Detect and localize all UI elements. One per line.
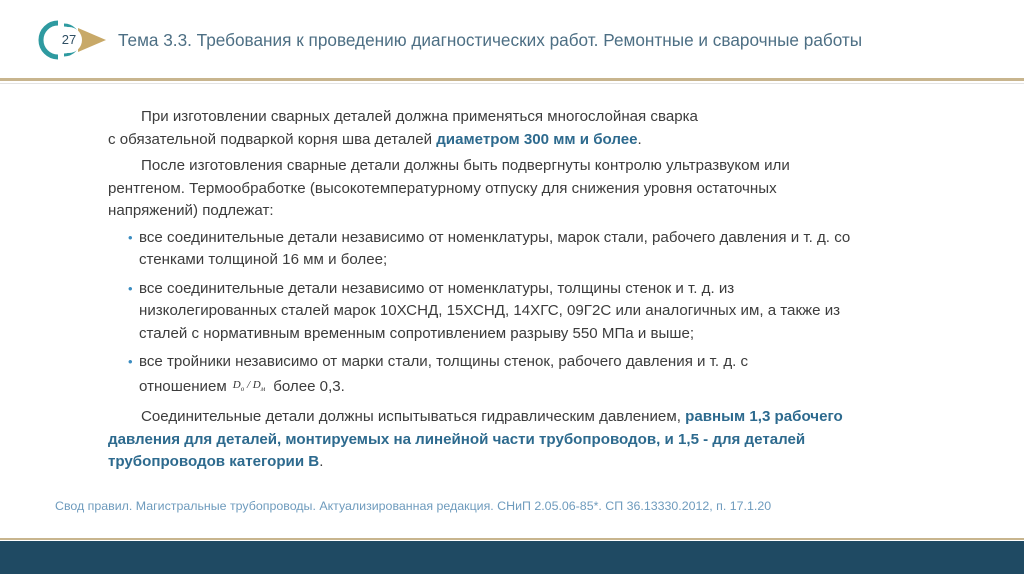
highlight-text: давления для деталей, монтируемых на линейной части трубопроводов, и 1,5 - для деталей <box>108 430 806 448</box>
highlight-text: диаметром 300 мм и более <box>436 130 638 148</box>
text-line <box>108 451 958 474</box>
bullet-icon: • <box>128 280 133 296</box>
ratio-formula <box>233 374 265 401</box>
text-line: все соединительные детали независимо от номенклатуры, марок стали, рабочего давления и т. д. со <box>139 228 851 246</box>
text-line: все соединительные детали независимо от номенклатуры, толщины стенок и т. д. из <box>139 279 735 297</box>
header-divider-thin <box>0 83 1024 84</box>
formula-d: D <box>252 378 261 391</box>
text-span: отношением <box>139 377 227 395</box>
text-line: После изготовления сварные детали должны быть подвергнуты контролю ультразвуком или <box>141 157 790 174</box>
text-span: . <box>637 130 642 148</box>
highlight-text: равным 1,3 рабочего <box>685 408 843 426</box>
text-span: более 0,3. <box>273 377 345 395</box>
text-line: При изготовлении сварных деталей должна применяться многослойная сварка <box>141 108 698 125</box>
text-line: напряжений) подлежат: <box>108 202 274 219</box>
formula-sub: о <box>240 384 245 393</box>
header-divider <box>0 78 1024 81</box>
text-line <box>108 129 958 152</box>
text-line: стенками толщиной 16 мм и более; <box>139 251 388 268</box>
formula-d: D <box>232 378 241 391</box>
slide-number: 27 <box>61 32 77 47</box>
highlight-text: трубопроводов категории В <box>108 453 320 471</box>
text-line: низколегированных сталей марок 10ХСНД, 15ХСНД, 14ХГС, 09Г2С или аналогичных им, а также из <box>139 302 841 319</box>
paragraph-2 <box>108 155 958 223</box>
text-line: все тройники независимо от марки стали, толщины стенок, рабочего давления и т. д. с <box>139 353 749 370</box>
footer-divider <box>0 538 1024 540</box>
bullet-item-1 <box>108 227 958 272</box>
text-line <box>139 374 958 401</box>
paragraph-1 <box>108 106 958 151</box>
footer-bar <box>0 541 1024 574</box>
text-span: Соединительные детали должны испытываться гидравлическим давлением, <box>141 408 686 426</box>
formula-slash: / <box>244 378 253 391</box>
source-reference: Свод правил. Магистральные трубопроводы. Актуализированная редакция. СНиП 2.05.06-85*. СП 36.13330.2012, п. 17.1.20 <box>55 499 772 513</box>
bullet-icon: • <box>128 354 133 369</box>
text-span: . <box>319 453 324 471</box>
slide-header <box>0 0 1024 82</box>
text-line: рентгеном. Термообработке (высокотемпературному отпуску для снижения уровня остаточных <box>108 179 777 197</box>
bullet-item-3 <box>108 351 958 400</box>
slide-title: Тема 3.3. Требования к проведению диагностических работ. Ремонтные и сварочные работы <box>118 30 863 50</box>
slide-body <box>108 106 958 478</box>
text-span: с обязательной подваркой корня шва деталей <box>108 130 437 148</box>
paragraph-3 <box>108 406 958 474</box>
formula-sub: м <box>260 384 266 393</box>
bullet-icon: • <box>128 229 133 245</box>
text-line: сталей с нормативным временным сопротивлением разрыву 550 МПа и выше; <box>139 324 695 342</box>
bullet-item-2 <box>108 278 958 346</box>
text-line <box>108 406 958 429</box>
